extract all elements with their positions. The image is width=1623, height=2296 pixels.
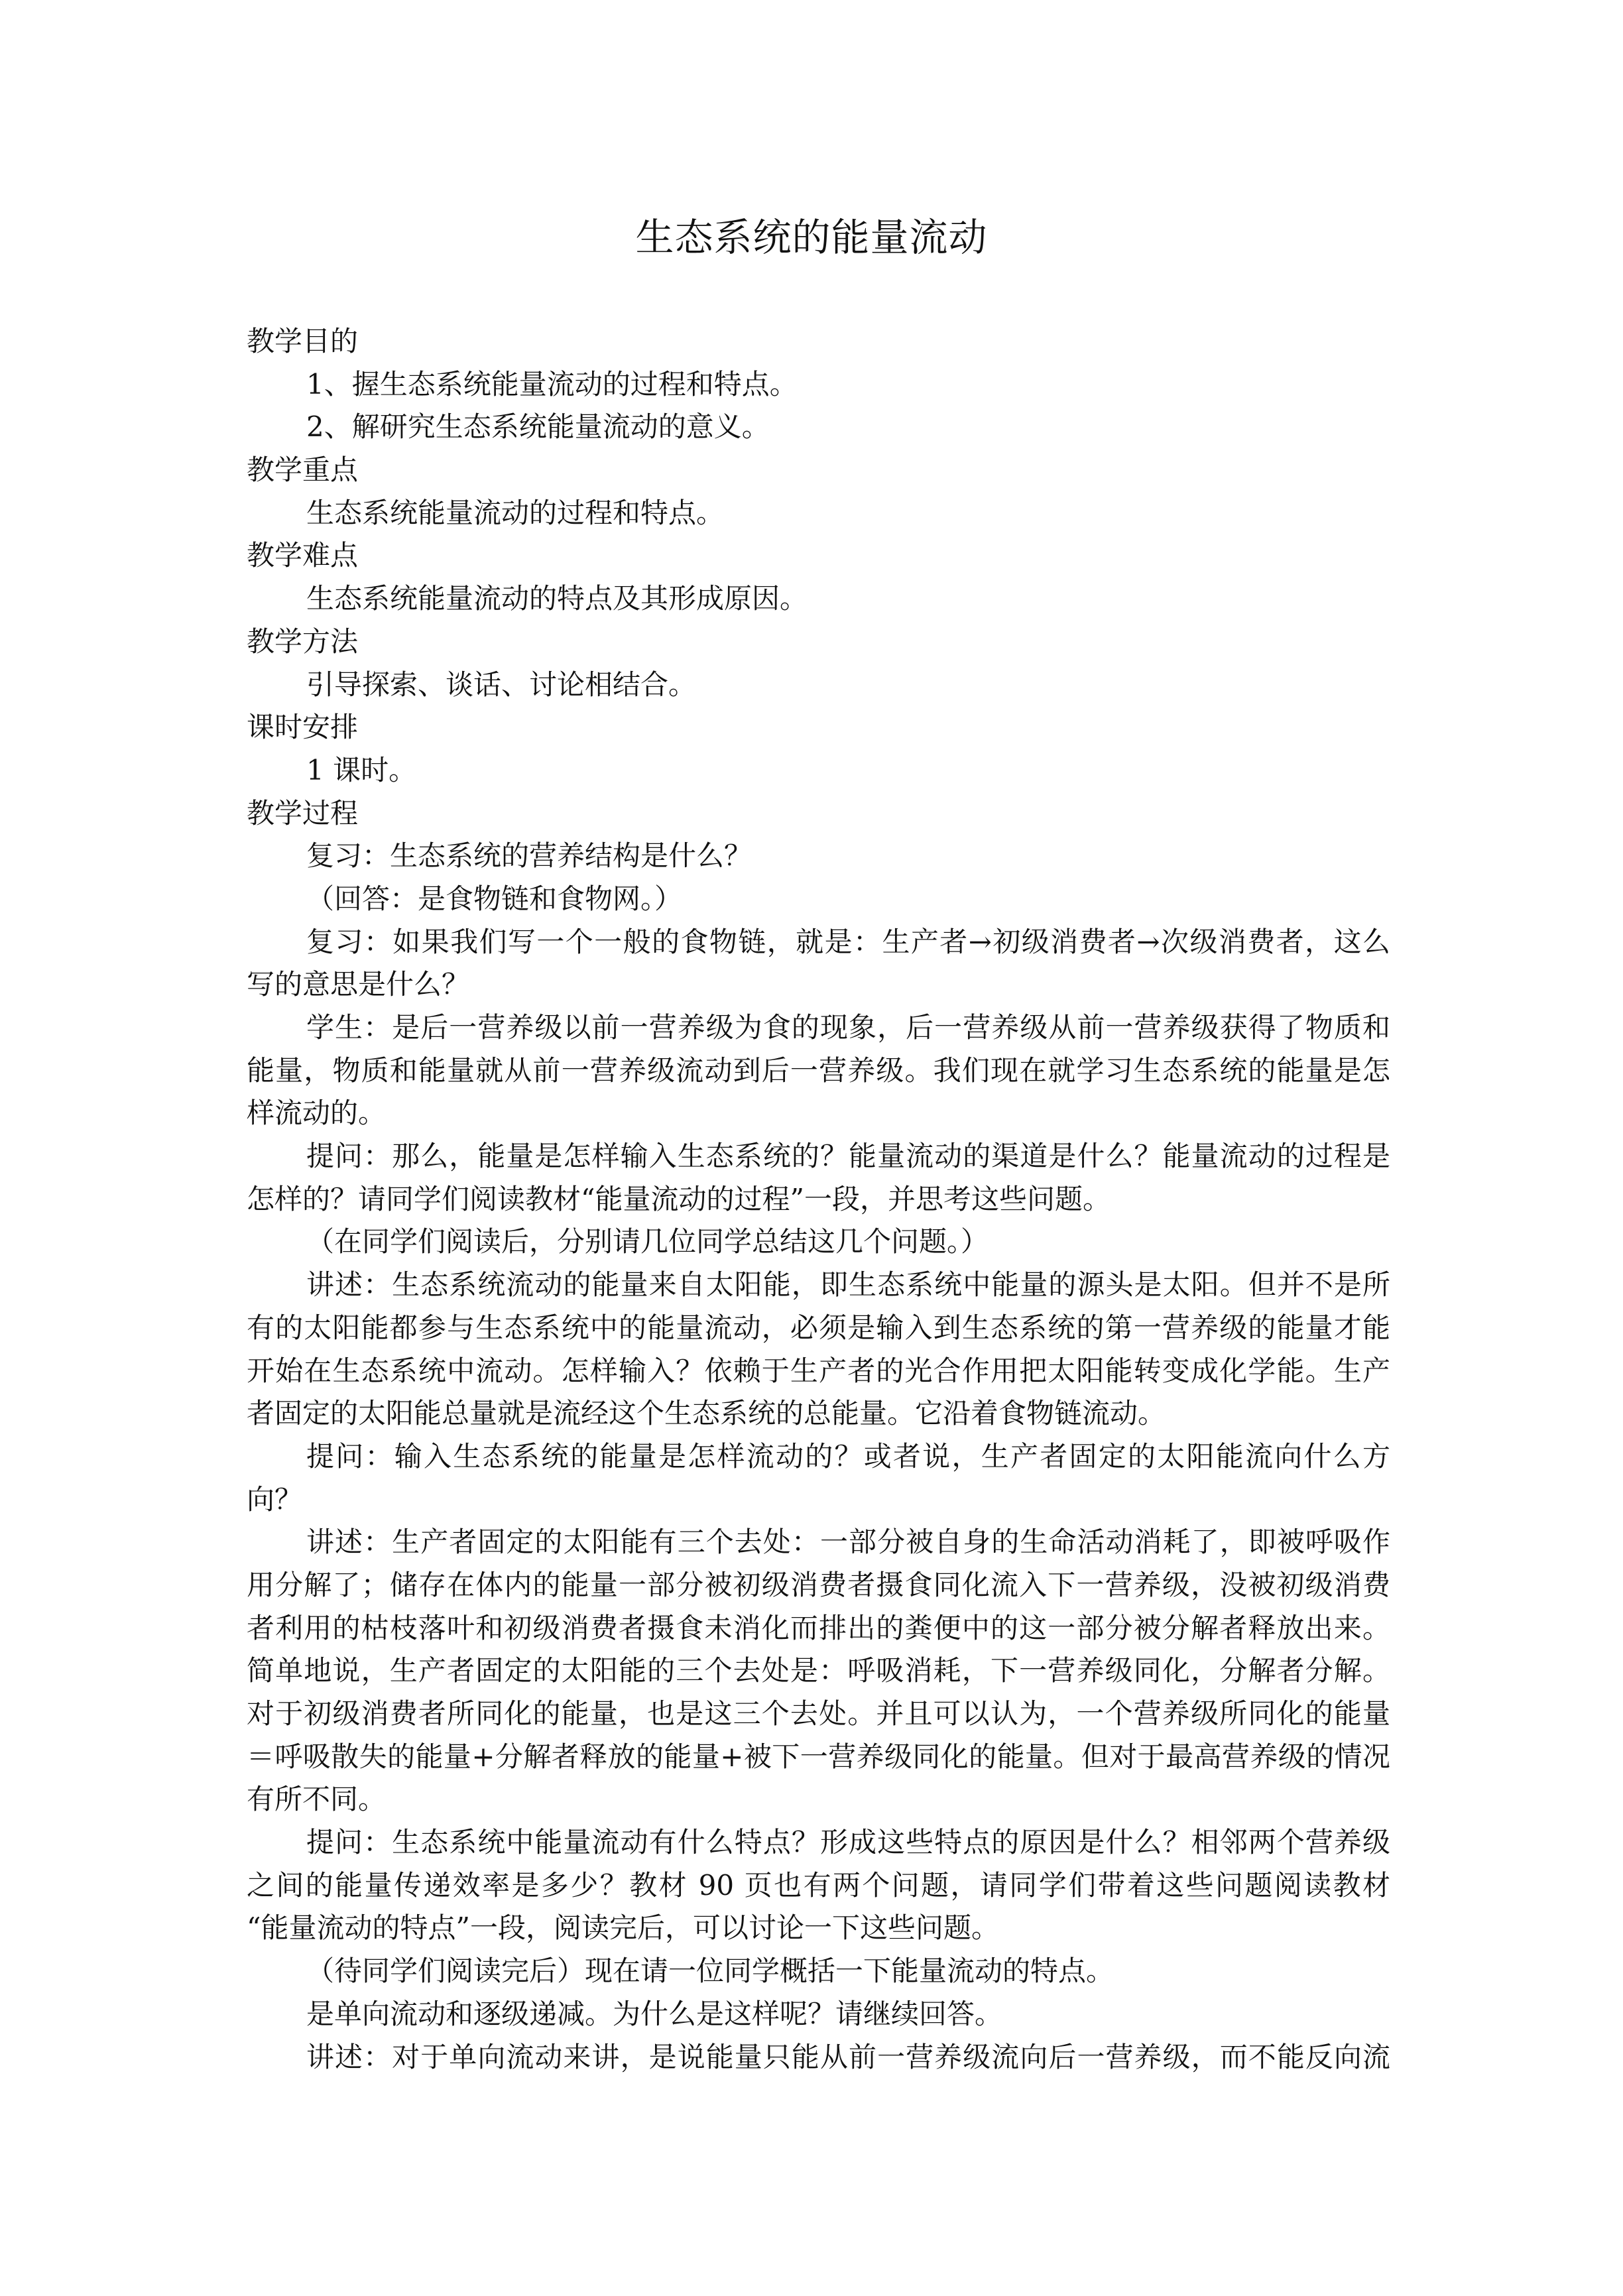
text-line: 样流动的。 [247, 1097, 387, 1130]
section-heading: 教学方法 [247, 625, 359, 658]
text-line: 怎样的？请同学们阅读教材“能量流动的过程”一段，并思考这些问题。 [247, 1182, 1111, 1215]
text-line: （在同学们阅读后，分别请几位同学总结这几个问题。） [306, 1225, 989, 1258]
text-line: ＝呼吸散失的能量+分解者释放的能量+被下一营养级同化的能量。但对于最高营养级的情况 [247, 1740, 1390, 1773]
text-line: 学生：是后一营养级以前一营养级为食的现象，后一营养级从前一营养级获得了物质和 [306, 1011, 1390, 1044]
text-line: “能量流动的特点”一段，阅读完后，可以讨论一下这些问题。 [247, 1911, 999, 1945]
text-line: 引导探索、谈话、讨论相结合。 [306, 668, 697, 701]
text-line: 有所不同。 [247, 1783, 387, 1816]
text-line: 是单向流动和逐级递减。为什么是这样呢？请继续回答。 [306, 1997, 1003, 2030]
text-line: （回答：是食物链和食物网。） [306, 882, 683, 915]
text-line: 有的太阳能都参与生态系统中的能量流动，必须是输入到生态系统的第一营养级的能量才能 [247, 1311, 1390, 1344]
text-line: 1、握生态系统能量流动的过程和特点。 [306, 367, 798, 400]
section-heading: 教学难点 [247, 539, 359, 572]
section-heading: 教学重点 [247, 453, 359, 487]
section-heading: 课时安排 [247, 711, 359, 744]
text-line: 提问：那么，能量是怎样输入生态系统的？能量流动的渠道是什么？能量流动的过程是 [306, 1140, 1390, 1173]
text-line: 复习：生态系统的营养结构是什么？ [306, 839, 752, 873]
text-line: 者利用的枯枝落叶和初级消费者摄食未消化而排出的粪便中的这一部分被分解者释放出来。 [247, 1611, 1390, 1644]
section-heading: 教学目的 [247, 325, 359, 357]
text-line: 生态系统能量流动的过程和特点。 [306, 496, 725, 529]
text-line: 讲述：生态系统流动的能量来自太阳能，即生态系统中能量的源头是太阳。但并不是所 [306, 1268, 1390, 1301]
text-line: 用分解了；储存在体内的能量一部分被初级消费者摄食同化流入下一营养级，没被初级消费 [247, 1568, 1390, 1601]
text-line: （待同学们阅读完后）现在请一位同学概括一下能量流动的特点。 [306, 1955, 1114, 1988]
document-title: 生态系统的能量流动 [635, 215, 988, 260]
text-line: 2、解研究生态系统能量流动的意义。 [306, 410, 770, 444]
text-line: 讲述：生产者固定的太阳能有三个去处：一部分被自身的生命活动消耗了，即被呼吸作 [306, 1526, 1390, 1559]
text-line: 讲述：对于单向流动来讲，是说能量只能从前一营养级流向后一营养级，而不能反向流 [306, 2040, 1390, 2073]
document-body [247, 320, 1390, 2079]
text-line: 写的意思是什么？ [247, 968, 470, 1001]
text-line: 生态系统能量流动的特点及其形成原因。 [306, 582, 808, 615]
text-line: 之间的能量传递效率是多少？教材 90 页也有两个问题，请同学们带着这些问题阅读教材 [247, 1868, 1390, 1902]
text-line: 提问：输入生态系统的能量是怎样流动的？或者说，生产者固定的太阳能流向什么方 [306, 1439, 1390, 1473]
text-line: 向？ [247, 1482, 303, 1516]
text-line: 对于初级消费者所同化的能量，也是这三个去处。并且可以认为，一个营养级所同化的能量 [247, 1697, 1390, 1730]
text-line: 者固定的太阳能总量就是流经这个生态系统的总能量。它沿着食物链流动。 [247, 1397, 1166, 1430]
text-line: 1 课时。 [306, 753, 417, 786]
text-line: 简单地说，生产者固定的太阳能的三个去处是：呼吸消耗，下一营养级同化，分解者分解。 [247, 1654, 1390, 1687]
section-heading: 教学过程 [247, 796, 359, 829]
text-line: 提问：生态系统中能量流动有什么特点？形成这些特点的原因是什么？相邻两个营养级 [306, 1826, 1390, 1859]
text-line: 能量，物质和能量就从前一营养级流动到后一营养级。我们现在就学习生态系统的能量是怎 [247, 1054, 1390, 1087]
text-line: 开始在生态系统中流动。怎样输入？依赖于生产者的光合作用把太阳能转变成化学能。生产 [247, 1354, 1390, 1387]
text-line: 复习：如果我们写一个一般的食物链，就是：生产者→初级消费者→次级消费者，这么 [306, 925, 1390, 958]
